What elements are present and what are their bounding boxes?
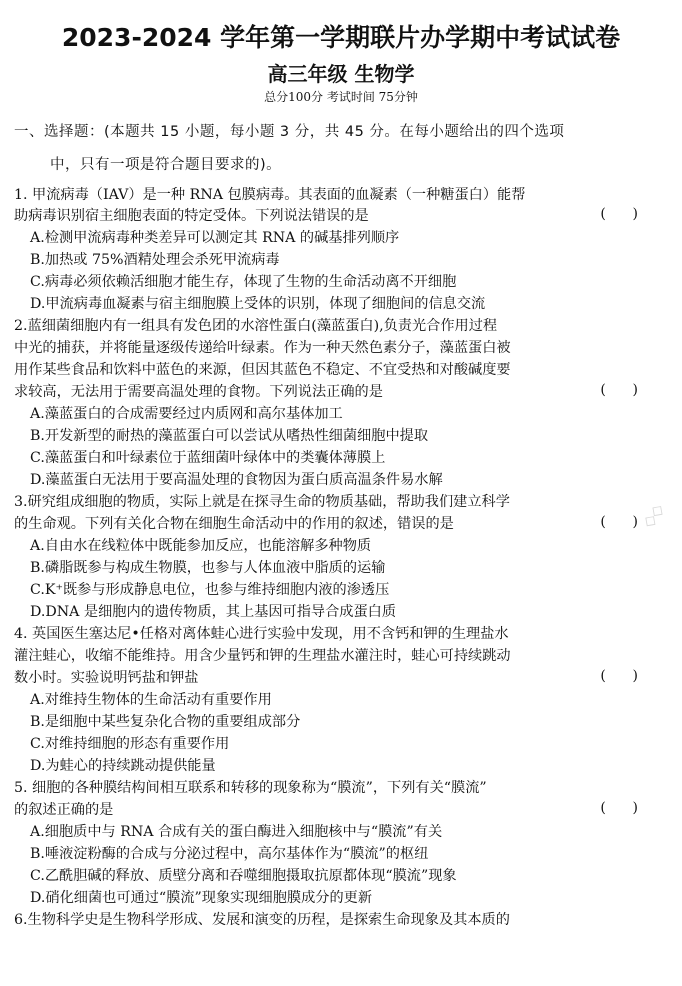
option-a: A.检测甲流病毒种类差异可以测定其 RNA 的碱基排列顺序: [30, 230, 400, 246]
answer-paren: ( ): [600, 668, 638, 684]
exam-meta: 总分100分 考试时间 75分钟: [264, 90, 418, 104]
section-heading-line1: 一、选择题：(本题共 15 小题，每小题 3 分，共 45 分。在每小题给出的四个选项: [14, 124, 565, 140]
question-stem-line: 2.蓝细菌细胞内有一组具有发色团的水溶性蛋白(藻蓝蛋白),负责光合作用过程: [14, 318, 498, 334]
question-stem-line: 求较高，无法用于需要高温处理的食物。下列说法正确的是: [14, 384, 383, 400]
question-stem-line: 助病毒识别宿主细胞表面的特定受体。下列说法错误的是: [14, 208, 369, 224]
option-c: C.病毒必须依赖活细胞才能生存，体现了生物的生命活动离不开细胞: [30, 274, 457, 290]
question-stem-line: 6.生物科学史是生物科学形成、发展和演变的历程，是探索生命现象及其本质的: [14, 912, 510, 928]
option-d: D.藻蓝蛋白无法用于要高温处理的食物因为蛋白质高温条件易水解: [30, 472, 443, 488]
option-d: D.DNA 是细胞内的遗传物质，其上基因可指导合成蛋白质: [30, 604, 397, 620]
option-d: D.为蛙心的持续跳动提供能量: [30, 758, 216, 774]
question-stem-line: 5. 细胞的各种膜结构间相互联系和转移的现象称为“膜流”，下列有关“膜流”: [14, 780, 487, 796]
option-c: C.乙酰胆碱的释放、质壁分离和吞噬细胞摄取抗原都体现“膜流”现象: [30, 868, 457, 884]
exam-subtitle: 高三年级 生物学: [267, 62, 415, 86]
option-b: B.加热或 75%酒精处理会杀死甲流病毒: [30, 252, 280, 268]
option-a: A.自由水在线粒体中既能参加反应，也能溶解多种物质: [30, 538, 372, 554]
question-stem-line: 数小时。实验说明钙盐和钾盐: [14, 670, 199, 686]
question-stem-line: 的生命观。下列有关化合物在细胞生命活动中的作用的叙述，错误的是: [14, 516, 454, 532]
option-a: A.细胞质中与 RNA 合成有关的蛋白酶进入细胞核中与“膜流”有关: [30, 824, 443, 840]
option-c: C.藻蓝蛋白和叶绿素位于蓝细菌叶绿体中的类囊体薄膜上: [30, 450, 386, 466]
question-stem-line: 用作某些食品和饮料中蓝色的来源，但因其蓝色不稳定、不宜受热和对酸碱度要: [14, 362, 511, 378]
option-c: C.对维持细胞的形态有重要作用: [30, 736, 230, 752]
option-a: A.对维持生物体的生命活动有重要作用: [30, 692, 272, 708]
option-b: B.磷脂既参与构成生物膜，也参与人体血液中脂质的运输: [30, 560, 386, 576]
question-stem-line: 3.研究组成细胞的物质，实际上就是在探寻生命的物质基础，帮助我们建立科学: [14, 494, 510, 510]
option-d: D.硝化细菌也可通过“膜流”现象实现细胞膜成分的更新: [30, 890, 373, 906]
option-b: B.开发新型的耐热的藻蓝蛋白可以尝试从嗜热性细菌细胞中提取: [30, 428, 429, 444]
answer-paren: ( ): [600, 206, 638, 222]
question-stem-line: 4. 英国医生塞达尼•任格对离体蛙心进行实验中发现，用不含钙和钾的生理盐水: [14, 626, 509, 642]
question-stem-line: 的叙述正确的是: [14, 802, 114, 818]
option-a: A.藻蓝蛋白的合成需要经过内质网和高尔基体加工: [30, 406, 343, 422]
option-b: B.唾液淀粉酶的合成与分泌过程中，高尔基体作为“膜流”的枢纽: [30, 846, 429, 862]
option-c: C.K⁺既参与形成静息电位，也参与维持细胞内液的渗透压: [30, 582, 390, 598]
question-stem-line: 1. 甲流病毒（IAV）是一种 RNA 包膜病毒。其表面的血凝素（一种糖蛋白）能帮: [14, 187, 526, 203]
exam-title: 2023-2024 学年第一学期联片办学期中考试试卷: [61, 23, 621, 52]
section-heading-line2: 中，只有一项是符合题目要求的)。: [50, 157, 282, 173]
option-b: B.是细胞中某些复杂化合物的重要组成部分: [30, 714, 301, 730]
answer-paren: ( ): [600, 382, 638, 398]
question-stem-line: 中光的捕获，并将能量逐级传递给叶绿素。作为一种天然色素分子，藻蓝蛋白被: [14, 340, 511, 356]
question-stem-line: 灌注蛙心，收缩不能维持。用含少量钙和钾的生理盐水灌注时，蛙心可持续跳动: [14, 648, 511, 664]
option-d: D.甲流病毒血凝素与宿主细胞膜上受体的识别，体现了细胞间的信息交流: [30, 296, 486, 312]
watermark-mark: ◇◇: [638, 499, 668, 531]
answer-paren: ( ): [600, 800, 638, 816]
answer-paren: ( ): [600, 514, 638, 530]
